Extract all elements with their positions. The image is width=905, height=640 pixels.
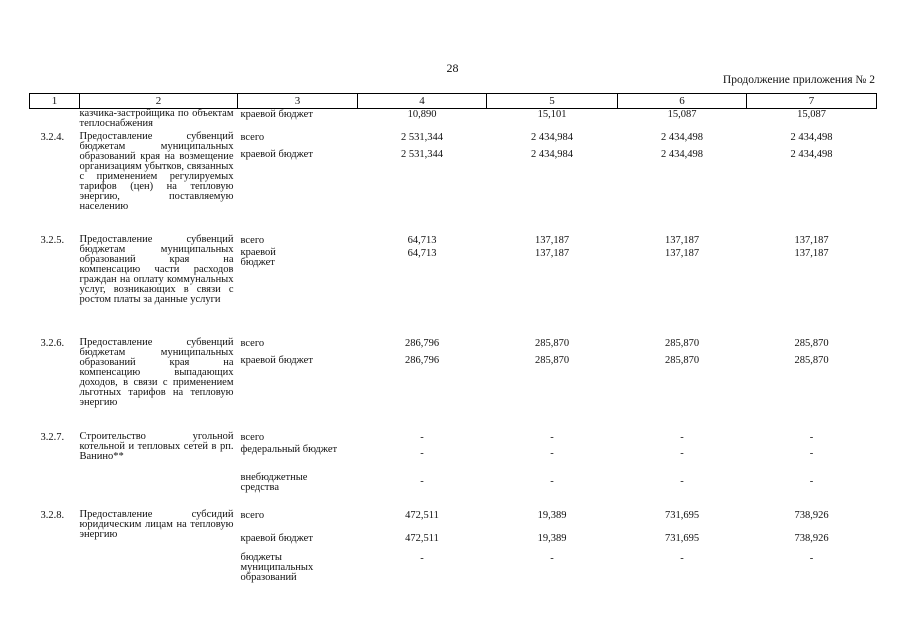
funding-source xyxy=(238,429,358,507)
value: 10,890 xyxy=(407,109,437,120)
value: 472,511 xyxy=(405,510,439,521)
value-col-5 xyxy=(487,109,618,130)
value: - xyxy=(809,476,814,487)
row-code: 3.2.4. xyxy=(40,132,65,143)
value: - xyxy=(550,448,554,459)
value: 286,796 xyxy=(404,338,440,349)
value: - xyxy=(550,476,554,487)
value-col-5 xyxy=(487,335,618,429)
source-line: краевой бюджет xyxy=(240,355,313,366)
value: - xyxy=(680,476,684,487)
table-row xyxy=(30,232,877,335)
source-line: краевой бюджет xyxy=(240,533,313,544)
value-col-4 xyxy=(358,109,487,130)
value: 285,870 xyxy=(664,355,700,366)
funding-source xyxy=(238,129,358,232)
value: 137,187 xyxy=(664,248,700,259)
row-code: 3.2.8. xyxy=(40,510,65,521)
value: - xyxy=(680,553,684,564)
value: 285,870 xyxy=(534,338,570,349)
value: 2 531,344 xyxy=(401,132,443,143)
value-col-4 xyxy=(358,429,487,507)
value: - xyxy=(550,553,554,564)
header-col-4: 4 xyxy=(358,94,487,109)
funding-source xyxy=(238,109,358,130)
value: 2 531,344 xyxy=(401,149,443,160)
value-col-7 xyxy=(747,109,877,130)
funding-source xyxy=(238,232,358,335)
value: 285,870 xyxy=(794,355,829,366)
table-row xyxy=(30,507,877,583)
value-col-4 xyxy=(358,335,487,429)
value-col-7 xyxy=(747,507,877,583)
value: 2 434,498 xyxy=(661,149,703,160)
row-description: Предоставление субвенций бюджетам муниципальных образований края на компенсацию выпадающих доходов, в связи с применением льготных тарифов на тепловую энергию xyxy=(79,337,234,408)
continuation-note: Продолжение приложения № 2 xyxy=(722,74,875,86)
value: - xyxy=(680,432,684,443)
value: - xyxy=(420,448,424,459)
value-col-6 xyxy=(618,109,747,130)
value: 137,187 xyxy=(534,248,570,259)
table-row xyxy=(30,129,877,232)
row-code: 3.2.7. xyxy=(40,432,65,443)
source-line: всего xyxy=(240,132,265,143)
value: - xyxy=(809,432,814,443)
value: 2 434,984 xyxy=(531,149,573,160)
value: 2 434,498 xyxy=(790,132,833,143)
table-row xyxy=(30,429,877,507)
value-col-6 xyxy=(618,232,747,335)
value: - xyxy=(420,553,424,564)
value-col-6 xyxy=(618,429,747,507)
header-col-5: 5 xyxy=(487,94,618,109)
value-col-7 xyxy=(747,129,877,232)
value: 64,713 xyxy=(407,235,437,246)
value-col-5 xyxy=(487,129,618,232)
value: 285,870 xyxy=(534,355,570,366)
header-col-3: 3 xyxy=(238,94,358,109)
value-col-6 xyxy=(618,507,747,583)
page-number: 28 xyxy=(446,61,459,75)
value-col-5 xyxy=(487,232,618,335)
row-description: Строительство угольной котельной и тепловых сетей в рп. Ванино** xyxy=(79,431,234,462)
value: 286,796 xyxy=(404,355,440,366)
source-line: краевой бюджет xyxy=(240,109,313,120)
row-code: 3.2.6. xyxy=(40,338,65,349)
source-line: всего xyxy=(240,338,265,349)
value: 19,389 xyxy=(537,510,567,521)
value-col-4 xyxy=(358,232,487,335)
row-description: Предоставление субвенций бюджетам муниципальных образований края на компенсацию части расходов граждан на оплату коммунальных услуг, возникающих в связи с ростом платы за данные услуги xyxy=(79,234,234,305)
value-col-6 xyxy=(618,335,747,429)
table-row xyxy=(30,335,877,429)
source-line: краевой бюджет xyxy=(240,149,313,160)
value: - xyxy=(680,448,684,459)
value-col-7 xyxy=(747,232,877,335)
source-line: федеральный бюджет xyxy=(240,444,338,455)
value: 472,511 xyxy=(405,533,439,544)
value: 738,926 xyxy=(794,510,829,521)
value: 285,870 xyxy=(794,338,829,349)
value: 15,101 xyxy=(537,109,567,120)
value: 15,087 xyxy=(797,109,826,120)
row-description: Предоставление субвенций бюджетам муниципальных образований края на возмещение организациям убытков, связанных с применением регулируемых тарифов (цен) на тепловую энергию, поставляемую населению xyxy=(79,131,234,212)
row-description: Предоставление субсидий юридическим лицам на тепловую энергию xyxy=(79,509,234,540)
value: 137,187 xyxy=(794,235,829,246)
value: 2 434,498 xyxy=(661,132,703,143)
value: 137,187 xyxy=(794,248,829,259)
row-code: 3.2.5. xyxy=(40,235,65,246)
table-row xyxy=(30,109,877,130)
source-line: всего xyxy=(240,235,265,246)
value-col-5 xyxy=(487,429,618,507)
value: 64,713 xyxy=(407,248,437,259)
value: - xyxy=(809,448,814,459)
appendix-table xyxy=(29,93,877,583)
value: 731,695 xyxy=(664,533,700,544)
value-col-6 xyxy=(618,129,747,232)
source-line: краевой бюджет xyxy=(240,247,276,268)
value: - xyxy=(420,476,424,487)
value: 137,187 xyxy=(534,235,570,246)
row-description: казчика-застройщика по объектам теплоснабжения xyxy=(79,108,234,129)
value-col-7 xyxy=(747,429,877,507)
source-line: всего xyxy=(240,432,265,443)
value: 285,870 xyxy=(664,338,700,349)
value: 15,087 xyxy=(667,109,697,120)
header-row xyxy=(30,94,877,109)
header-col-7: 7 xyxy=(747,94,877,109)
value-col-7 xyxy=(747,335,877,429)
value: 19,389 xyxy=(537,533,567,544)
value: 2 434,498 xyxy=(790,149,833,160)
value-col-4 xyxy=(358,507,487,583)
source-line: бюджеты муниципальных образований xyxy=(240,552,314,583)
value: 137,187 xyxy=(664,235,700,246)
value: - xyxy=(420,432,424,443)
value: 738,926 xyxy=(794,533,829,544)
header-col-6: 6 xyxy=(618,94,747,109)
header-col-2: 2 xyxy=(80,94,238,109)
value: - xyxy=(550,432,554,443)
source-line: всего xyxy=(240,510,265,521)
value: 2 434,984 xyxy=(531,132,573,143)
value: 731,695 xyxy=(664,510,700,521)
header-col-1: 1 xyxy=(30,94,80,109)
funding-source xyxy=(238,335,358,429)
value-col-5 xyxy=(487,507,618,583)
row-code xyxy=(30,109,80,130)
value: - xyxy=(809,553,814,564)
funding-source xyxy=(238,507,358,583)
value-col-4 xyxy=(358,129,487,232)
source-line: внебюджетные средства xyxy=(240,472,308,493)
